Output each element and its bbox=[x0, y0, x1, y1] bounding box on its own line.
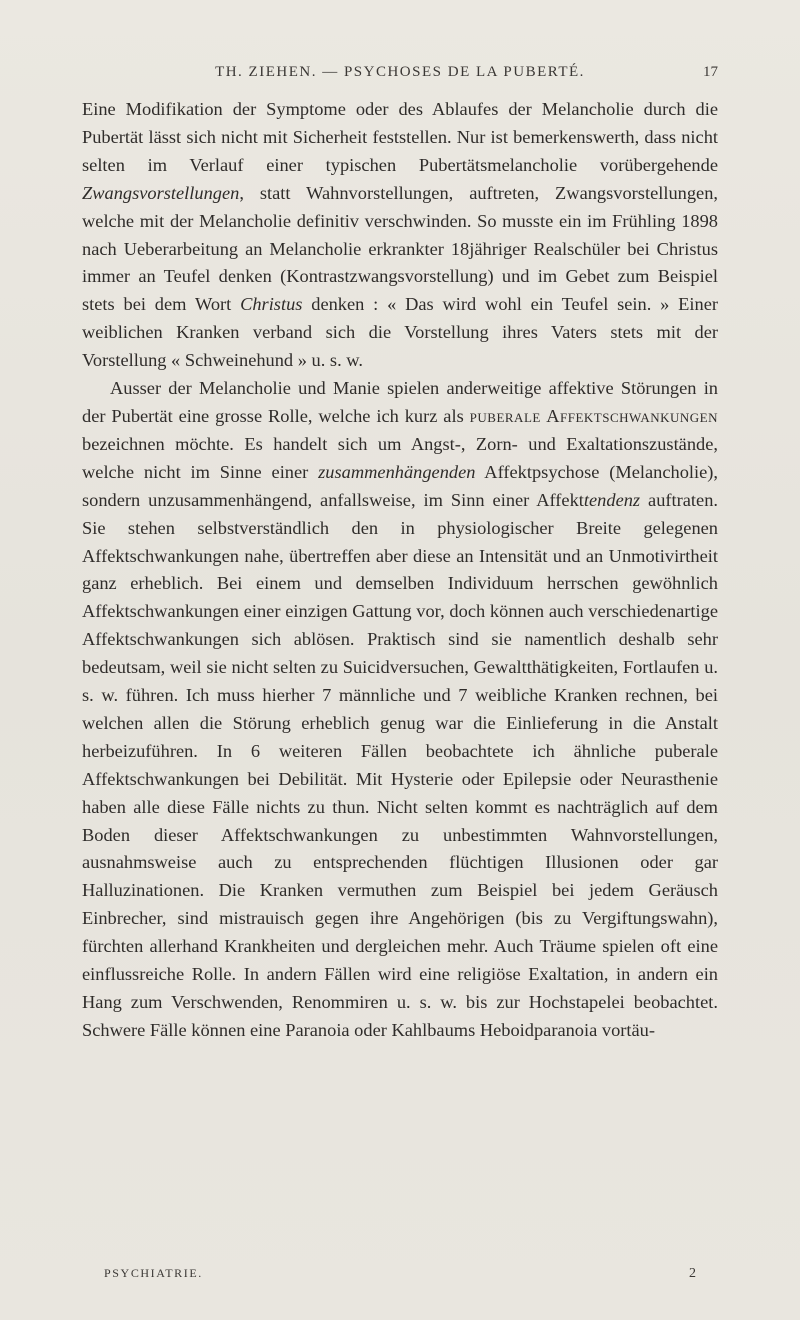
paragraph-1 bbox=[82, 96, 718, 375]
emphasis-zusammenhaengenden: zusammenhängenden bbox=[318, 461, 476, 482]
running-title: TH. ZIEHEN. — PSYCHOSES DE LA PUBERTÉ. bbox=[215, 64, 585, 80]
journal-signature: PSYCHIATRIE. bbox=[104, 1266, 203, 1280]
paragraph-1-text-b: , statt Wahnvorstellungen, auftreten, Zwangsvorstellungen, welche mit der Melancholie definitiv verschwinden. So musste ein im Frühling 1898 nach Ueberarbeitung an Melancholie erkrankter 18jähriger Realschüler bei Christus immer an Teufel denken (Kontrastzwangsvorstellung) und im Gebet zum Beispiel stets bei dem Wort bbox=[82, 182, 718, 315]
emphasis-tendenz: tendenz bbox=[583, 489, 641, 510]
paragraph-2 bbox=[82, 375, 718, 1045]
running-head bbox=[82, 64, 718, 88]
emphasis-zwangsvorstellungen: Zwangsvorstellungen bbox=[82, 182, 240, 203]
footer bbox=[104, 1266, 696, 1286]
paragraph-2-text-b: bezeichnen möchte. Es handelt sich um Angst-, Zorn- und Exaltationszustände, welche nicht im Sinne einer bbox=[82, 433, 718, 482]
paragraph-2-text-a: Ausser der Melancholie und Manie spielen anderweitige affektive Störungen in der Pubertät eine grosse Rolle, welche ich kurz als bbox=[82, 378, 718, 426]
paragraph-2-text-c: Affektpsychose (Melancholie), sondern unzusammenhängend, anfallsweise, im Sinn einer Affekt bbox=[82, 461, 718, 510]
sheet-signature: 2 bbox=[689, 1266, 696, 1281]
page-number: 17 bbox=[703, 64, 718, 80]
body-text bbox=[82, 96, 718, 1045]
emphasis-christus: Christus bbox=[240, 294, 303, 315]
paragraph-1-text-c: denken : « Das wird wohl ein Teufel sein. » Einer weiblichen Kranken verband sich die Vorstellung ihres Vaters stets mit der Vorstellung « Schweinehund » u. s. w. bbox=[82, 294, 718, 371]
paragraph-1-text-a: Eine Modifikation der Symptome oder des Ablaufes der Melancholie durch die Pubertät lässt sich nicht mit Sicherheit feststellen. Nur ist bemerkenswerth, dass nicht selten im Verlauf einer typischen Pubertätsmelancholie vorübergehende bbox=[82, 99, 718, 175]
paragraph-2-text-d: auftraten. Sie stehen selbstverständlich den in physiologischer Breite gelegenen Affektschwankungen nahe, übertreffen aber diese an Intensität und an Unmotivirtheit ganz erheblich. Bei einem und demselben Individuum herrschen gewöhnlich Affektschwankungen einer einzigen Gattung vor, doch können auch verschiedenartige Affektschwankungen sich ablösen. Praktisch sind sie namentlich deshalb sehr bedeutsam, weil sie nicht selten zu Suicidversuchen, Gewaltthätigkeiten, Fortlaufen u. s. w. führen. Ich muss hierher 7 männliche und 7 weibliche Kranken rechnen, bei welchen allen die Störung erheblich genug war die Einlieferung in die Anstalt herbeizuführen. In 6 weiteren Fällen beobachtete ich ähnliche puberale Affektschwankungen bei Debilität. Mit Hysterie oder Epilepsie oder Neurasthenie haben alle diese Fälle nichts zu thun. Nicht selten kommt es nachträglich auf dem Boden dieser Affektschwankungen zu unbestimmten Wahnvorstellungen, ausnahmsweise auch zu entsprechenden flüchtigen Illusionen oder gar Halluzinationen. Die Kranken vermuthen zum Beispiel bei jedem Geräusch Einbrecher, sind mistrauisch gegen ihre Angehörigen (bis zu Vergiftungswahn), fürchten allerhand Krankheiten und dergleichen mehr. Auch Träume spielen oft eine einflussreiche Rolle. In andern Fällen wird eine religiöse Exaltation, in andern ein Hang zum Verschwenden, Renommiren u. s. w. bis zur Hochstapelei beobachtet. Schwere Fälle können eine Paranoia oder Kahlbaums Heboidparanoia vortäu- bbox=[82, 489, 718, 1040]
small-caps-term: puberale Affektschwankungen bbox=[469, 405, 719, 426]
